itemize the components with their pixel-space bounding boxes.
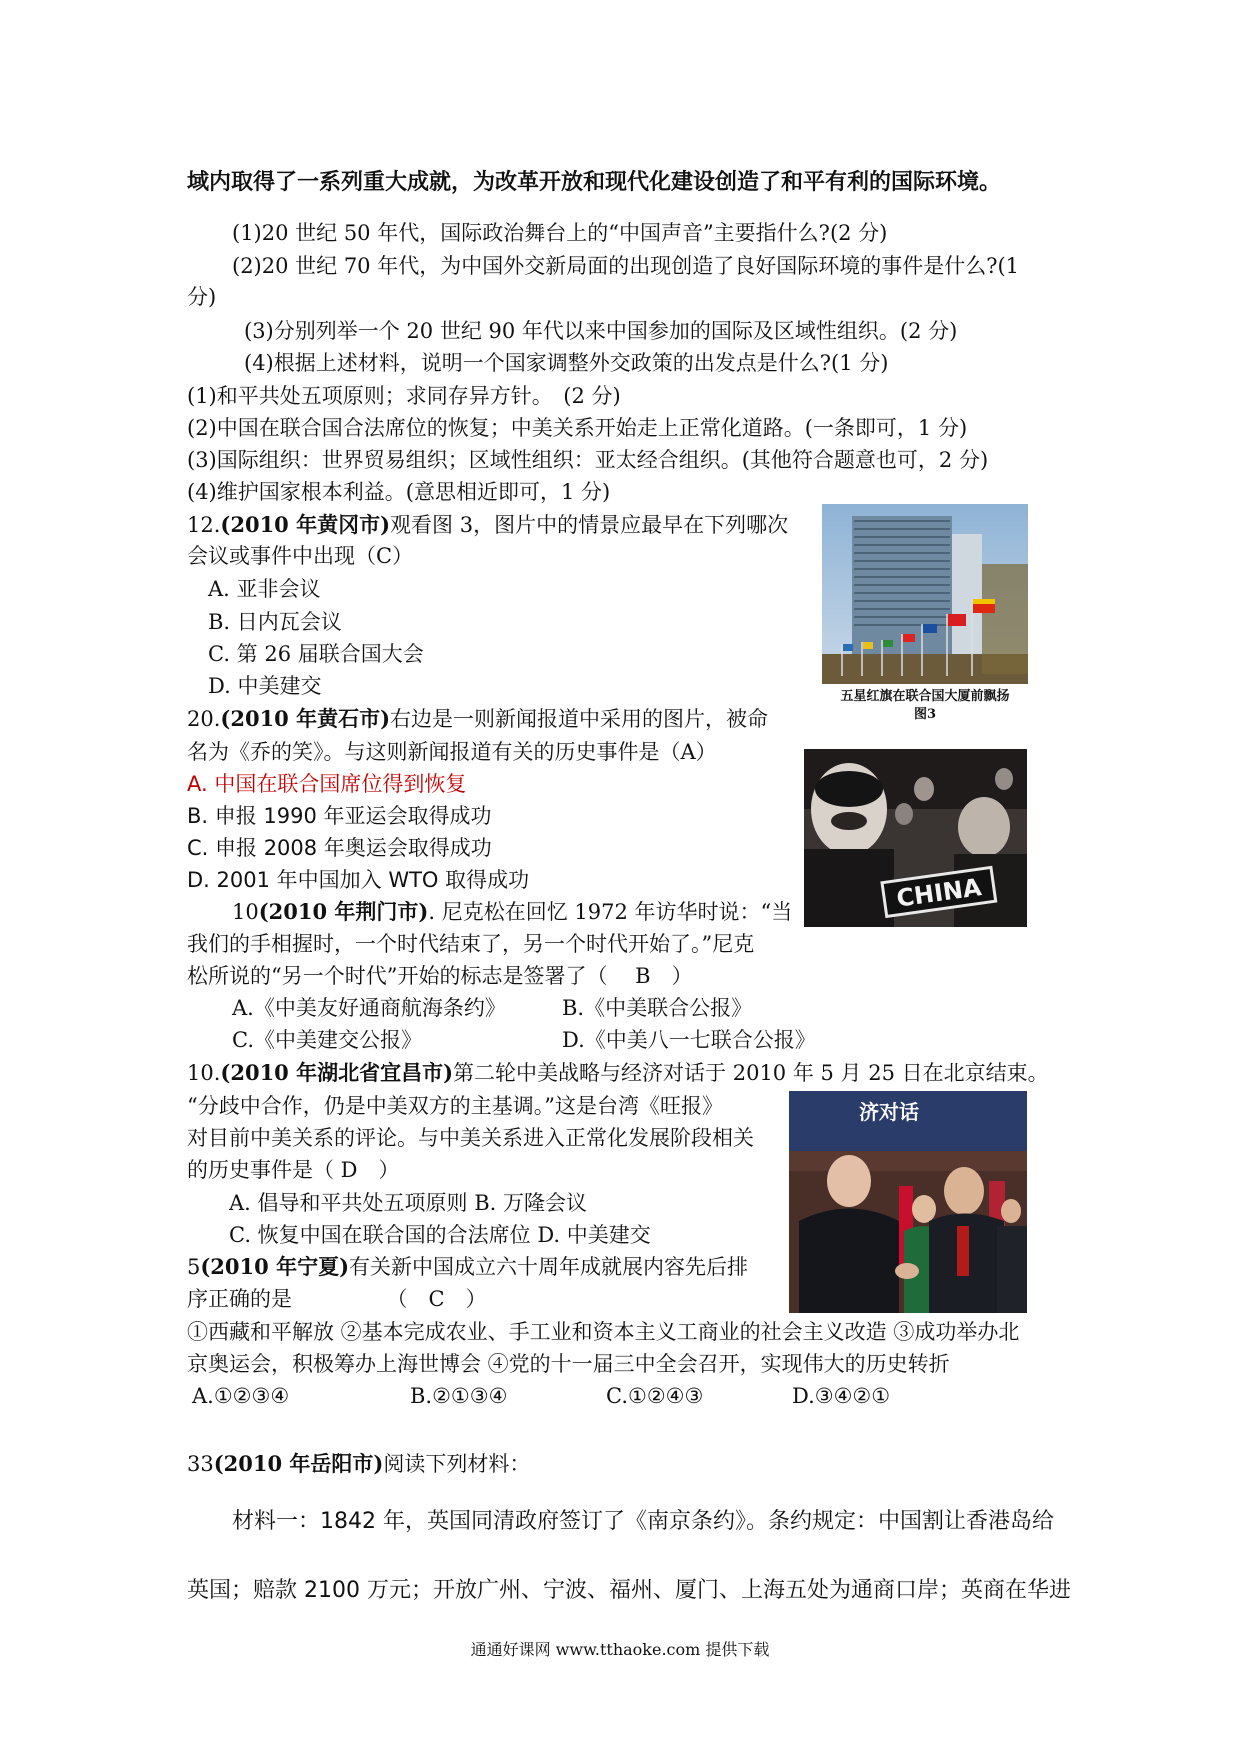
q5-option-c: C.①②④③	[606, 1384, 704, 1408]
q33-material-1-cont: 英国；赔款 2100 万元；开放广州、宁波、福州、厦门、上海五处为通商口岸；英商在华进	[187, 1578, 1071, 1603]
answer-1: (1)和平共处五项原则；求同存异方针。 (2 分)	[187, 384, 621, 408]
q10a-option-a: A.《中美友好通商航海条约》	[232, 996, 506, 1020]
china-placard-text: CHINA	[894, 873, 984, 913]
q12-option-a: A. 亚非会议	[208, 577, 321, 601]
q10a-stem	[232, 897, 792, 927]
q12-stem-cont: 会议或事件中出现（C）	[187, 544, 414, 568]
q10b-stem-cont-3: 的历史事件是（ D ）	[187, 1158, 400, 1182]
q12-option-c: C. 第 26 届联合国大会	[208, 642, 424, 666]
dialogue-banner-text: 济对话	[859, 1100, 919, 1124]
qiao-smile-photo	[804, 749, 1027, 927]
q20-stem-cont: 名为《乔的笑》。与这则新闻报道有关的历史事件是（A）	[187, 740, 717, 764]
question-2: (2)20 世纪 70 年代，为中国外交新局面的出现创造了良好国际环境的事件是什么?(1	[232, 254, 1020, 278]
q10b-stem-cont-2: 对目前中美关系的评论。与中美关系进入正常化发展阶段相关	[187, 1126, 754, 1150]
q33-source: (2010 年岳阳市)	[213, 1451, 384, 1476]
q10b-options-ab: A. 倡导和平共处五项原则 B. 万隆会议	[229, 1191, 587, 1215]
q20-option-c: C. 申报 2008 年奥运会取得成功	[187, 836, 492, 860]
q20-option-a: A. 中国在联合国席位得到恢复	[187, 772, 467, 796]
q20-stem	[187, 704, 768, 734]
question-2-cont: 分)	[187, 285, 217, 309]
q12-option-d: D. 中美建交	[208, 674, 322, 698]
q10b-text: 第二轮中美战略与经济对话于 2010 年 5 月 25 日在北京结束。	[453, 1061, 1049, 1085]
q5-items-1: ①西藏和平解放 ②基本完成农业、手工业和资本主义工商业的社会主义改造 ③成功举办北	[187, 1320, 1020, 1344]
q33-stem	[187, 1449, 530, 1479]
figure-3-caption: 五星红旗在联合国大厦前飘扬	[840, 689, 1010, 704]
q20-source: (2010 年黄石市)	[220, 706, 391, 731]
q5-items-2: 京奥运会，积极筹办上海世博会 ④党的十一届三中全会召开，实现伟大的历史转折	[187, 1352, 950, 1376]
q5-option-a: A.①②③④	[192, 1384, 290, 1408]
q12-option-b: B. 日内瓦会议	[208, 610, 342, 634]
question-1: (1)20 世纪 50 年代，国际政治舞台上的“中国声音”主要指什么?(2 分)	[232, 221, 888, 245]
q33-number: 33	[187, 1452, 214, 1476]
answer-3: (3)国际组织：世界贸易组织；区域性组织：亚太经合组织。(其他符合题意也可，2 分)	[187, 448, 989, 472]
figure-3-label: 图3	[913, 707, 937, 722]
q12-text: 观看图 3，图片中的情景应最早在下列哪次	[390, 513, 789, 537]
page-footer: 通通好课网 www.tthaoke.com 提供下载	[470, 1640, 770, 1659]
q5-stem-cont: 序正确的是 （ C ）	[187, 1287, 487, 1311]
question-4: (4)根据上述材料，说明一个国家调整外交政策的出发点是什么?(1 分)	[244, 351, 889, 375]
q20-option-d: D. 2001 年中国加入 WTO 取得成功	[187, 868, 530, 892]
q10a-source: (2010 年荆门市)	[258, 899, 429, 924]
q5-option-b: B.②①③④	[410, 1384, 508, 1408]
q20-option-b: B. 申报 1990 年亚运会取得成功	[187, 804, 492, 828]
answer-2: (2)中国在联合国合法席位的恢复；中美关系开始走上正常化道路。(一条即可，1 分)	[187, 416, 968, 440]
q10a-number: 10	[232, 900, 259, 924]
q33-text: 阅读下列材料：	[383, 1452, 531, 1476]
q5-source: (2010 年宁夏)	[200, 1254, 350, 1279]
answer-4: (4)维护国家根本利益。(意思相近即可，1 分)	[187, 480, 611, 504]
q10b-number: 10.	[187, 1061, 221, 1085]
q10a-option-d: D.《中美八一七联合公报》	[562, 1028, 816, 1052]
q10a-option-c: C.《中美建交公报》	[232, 1028, 422, 1052]
q5-option-d: D.③④②①	[792, 1384, 891, 1408]
un-building-photo	[822, 504, 1028, 684]
q10b-stem	[187, 1058, 1049, 1088]
q20-number: 20.	[187, 707, 221, 731]
q20-text: 右边是一则新闻报道中采用的图片，被命	[390, 707, 769, 731]
q12-number: 12.	[187, 513, 221, 537]
q10b-source: (2010 年湖北省宜昌市)	[220, 1060, 454, 1085]
question-3: (3)分别列举一个 20 世纪 90 年代以来中国参加的国际及区域性组织。(2 分)	[244, 319, 958, 343]
q5-number: 5	[187, 1255, 201, 1279]
intro-line: 域内取得了一系列重大成就，为改革开放和现代化建设创造了和平有利的国际环境。	[187, 170, 1002, 195]
q33-material-1: 材料一：1842 年，英国同清政府签订了《南京条约》。条约规定：中国割让香港岛给	[232, 1509, 1054, 1534]
q10a-stem-cont-1: 我们的手相握时，一个时代结束了，另一个时代开始了。”尼克	[187, 932, 755, 956]
q10b-stem-cont-1: “分歧中合作，仍是中美双方的主基调。”这是台湾《旺报》	[187, 1094, 723, 1118]
q10b-options-cd: C. 恢复中国在联合国的合法席位 D. 中美建交	[229, 1223, 651, 1247]
q10a-text: . 尼克松在回忆 1972 年访华时说：“当	[428, 900, 793, 924]
q10a-stem-cont-2: 松所说的“另一个时代”开始的标志是签署了（ B ）	[187, 964, 693, 988]
q12-stem	[187, 510, 788, 540]
dialogue-photo	[789, 1091, 1027, 1313]
q12-source: (2010 年黄冈市)	[220, 512, 391, 537]
q5-stem	[187, 1252, 748, 1282]
q10a-option-b: B.《中美联合公报》	[562, 996, 753, 1020]
q5-text: 有关新中国成立六十周年成就展内容先后排	[349, 1255, 749, 1279]
